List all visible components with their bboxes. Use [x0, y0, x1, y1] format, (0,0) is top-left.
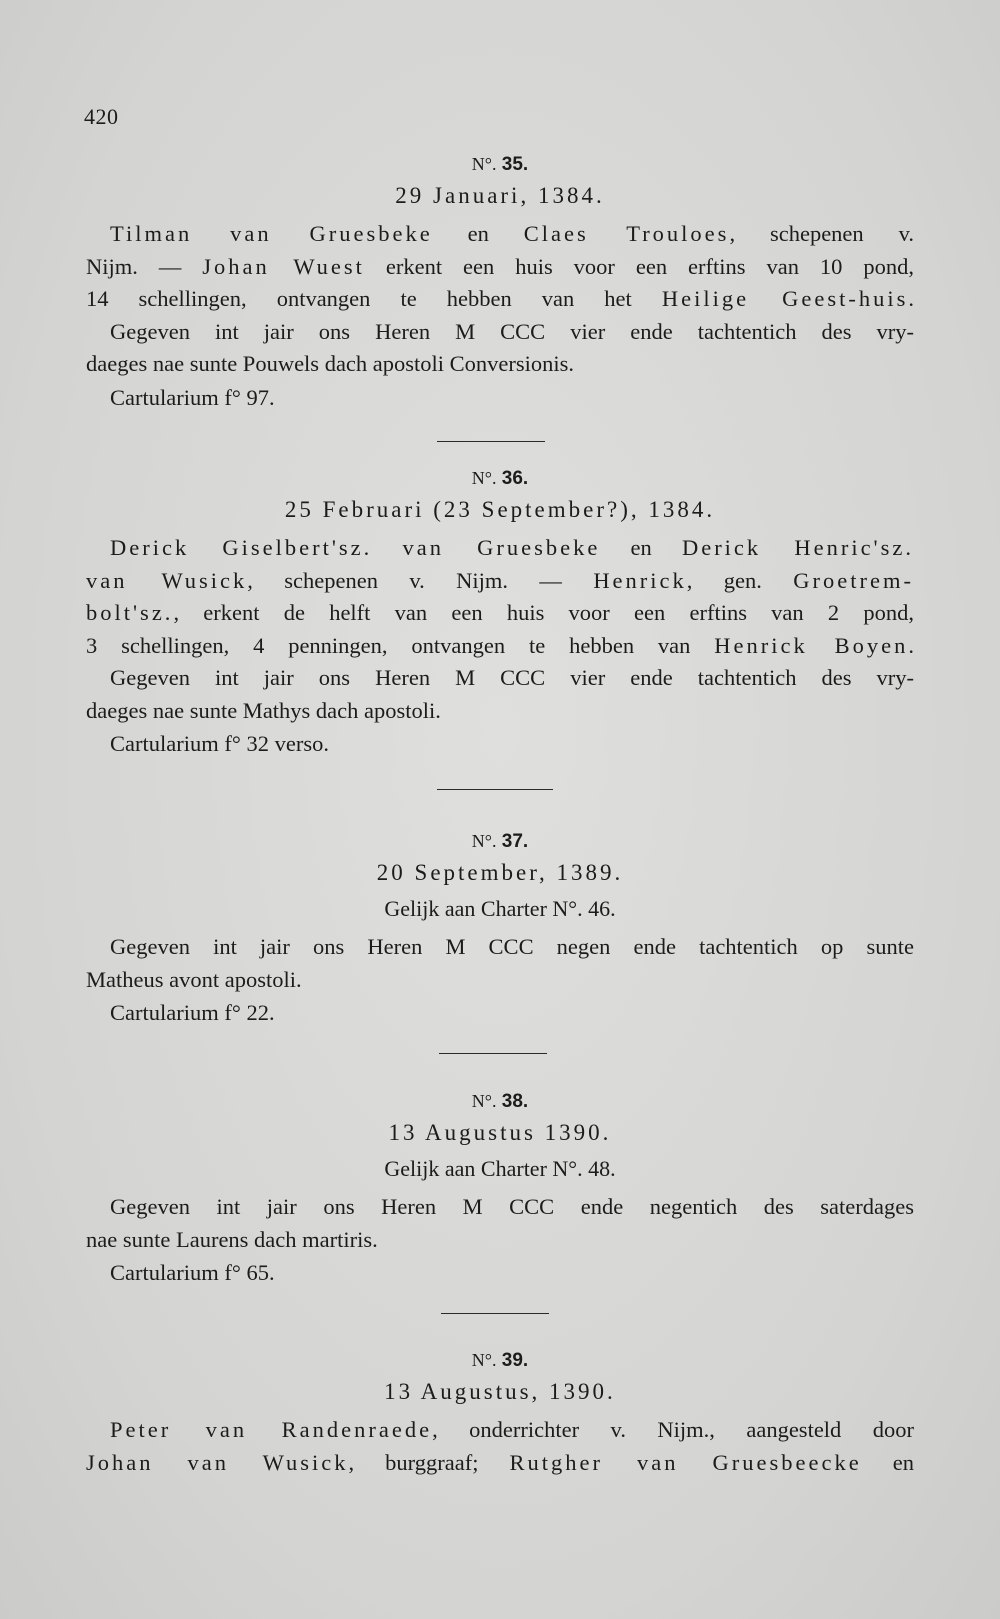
charter-reference: Gelijk aan Charter N°. 48.	[384, 1156, 616, 1181]
entry-number	[86, 1346, 914, 1374]
entry-36	[86, 464, 914, 760]
entry-date: 13 Augustus 1390.	[388, 1120, 612, 1145]
section-divider	[441, 1313, 549, 1314]
entry-date: 29 Januari, 1384.	[395, 183, 605, 208]
body-line: van Wusick, schepenen v. Nijm. — Henrick, gen. Groetrem-	[86, 567, 914, 593]
section-divider	[439, 1053, 547, 1054]
body-line: Tilman van Gruesbeke en Claes Trouloes, schepenen v.	[110, 221, 914, 246]
body-line: Peter van Randenraede, onderrichter v. Nijm., aangesteld door	[110, 1417, 914, 1442]
body-line: 3 schellingen, 4 penningen, ontvangen te hebben van Henrick Boyen.	[86, 632, 914, 658]
entry-date: 20 September, 1389.	[376, 860, 624, 885]
body-line: nae sunte Laurens dach martiris.	[86, 1226, 378, 1252]
body-line: Gegeven int jair ons Heren M CCC vier ende tachtentich des vry-	[110, 665, 914, 690]
body-line: Gegeven int jair ons Heren M CCC vier ende tachtentich des vry-	[110, 318, 914, 344]
body-line: Johan van Wusick, burggraaf; Rutgher van Gruesbeecke en	[86, 1449, 914, 1475]
cartularium-reference: Cartularium f° 22.	[110, 1000, 275, 1025]
entry-38	[86, 1087, 914, 1289]
cartularium-reference: Cartularium f° 32 verso.	[110, 731, 329, 756]
cartularium-reference: Cartularium f° 97.	[110, 384, 275, 410]
entry-number-value: 36.	[501, 468, 529, 489]
entry-number-value: 38.	[501, 1091, 529, 1112]
page-number: 420	[84, 104, 119, 129]
entry-number	[86, 827, 914, 855]
body-line: bolt'sz., erkent de helft van een huis voor een erftins van 2 pond,	[86, 600, 914, 625]
entry-35	[86, 150, 914, 414]
entry-39	[86, 1346, 914, 1479]
section-divider	[437, 441, 545, 442]
no-label: N°.	[471, 831, 497, 851]
body-line: 14 schellingen, ontvangen te hebben van het Heilige Geest-huis.	[86, 286, 914, 311]
entry-number-value: 35.	[501, 154, 529, 175]
entry-number	[86, 464, 914, 492]
no-label: N°.	[471, 1350, 497, 1370]
no-label: N°.	[471, 154, 497, 174]
no-label: N°.	[471, 1091, 497, 1111]
body-line: Gegeven int jair ons Heren M CCC negen ende tachtentich op sunte	[110, 934, 914, 959]
entry-number	[86, 1087, 914, 1115]
body-line: Matheus avont apostoli.	[86, 966, 302, 992]
entry-number-value: 39.	[501, 1350, 529, 1371]
entry-date: 25 Februari (23 September?), 1384.	[284, 497, 716, 522]
body-line: daeges nae sunte Pouwels dach apostoli Conversionis.	[86, 351, 575, 376]
body-line: Nijm. — Johan Wuest erkent een huis voor een erftins van 10 pond,	[86, 253, 914, 279]
entry-date: 13 Augustus, 1390.	[384, 1379, 616, 1404]
charter-reference: Gelijk aan Charter N°. 46.	[384, 896, 616, 921]
cartularium-reference: Cartularium f° 65.	[110, 1260, 275, 1285]
body-line: Derick Giselbert'sz. van Gruesbeke en Derick Henric'sz.	[110, 535, 914, 560]
entry-number-value: 37.	[501, 831, 529, 852]
no-label: N°.	[471, 468, 497, 488]
entry-37	[86, 827, 914, 1029]
body-line: daeges nae sunte Mathys dach apostoli.	[86, 697, 441, 723]
entry-number	[86, 150, 914, 178]
body-line: Gegeven int jair ons Heren M CCC ende negentich des saterdages	[110, 1194, 914, 1219]
section-divider	[437, 789, 553, 790]
